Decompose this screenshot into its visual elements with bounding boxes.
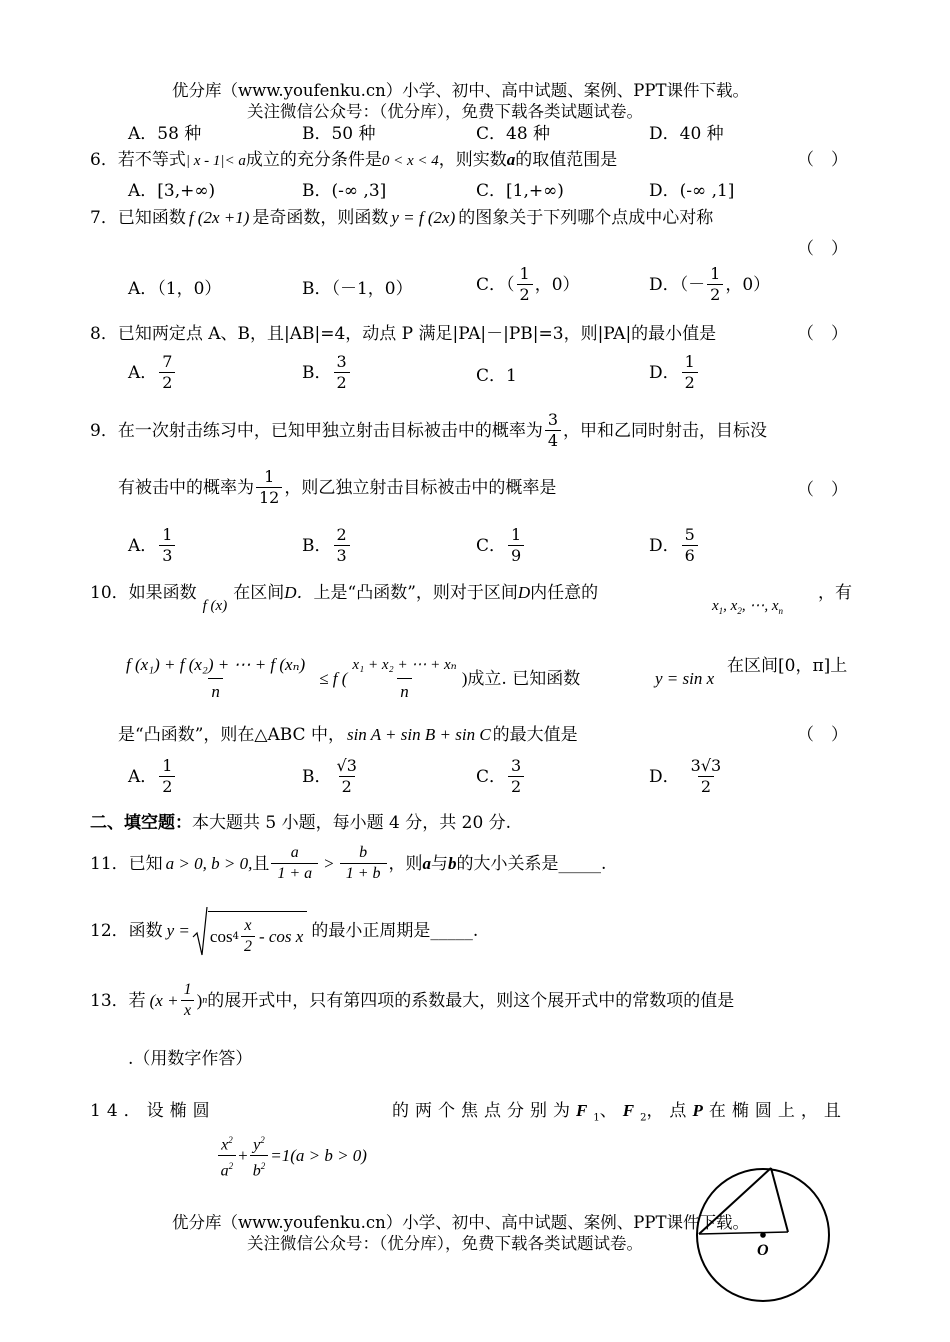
- q10-sums: sin A + sin B + sin C: [346, 725, 491, 744]
- chord-2: [771, 1168, 788, 1232]
- q5-option-c: C．48 种: [476, 124, 551, 144]
- q8-d-den: 2: [682, 372, 698, 393]
- q10-rhs-den: n: [397, 678, 412, 705]
- q12-y: y =: [166, 921, 190, 940]
- q10-le: ≤ f (: [319, 668, 348, 688]
- footer-line-1: 优分库（www.youfenku.cn）小学、初中、高中试题、案例、PPT课件下载。: [172, 1213, 749, 1232]
- q14-frac-x: [218, 1130, 237, 1182]
- q14-a: a: [220, 1162, 229, 1180]
- q14-end3: 在椭圆上，且: [708, 1101, 847, 1121]
- q11-with: 与: [431, 853, 449, 874]
- q9-line2b: ，则乙独立射击目标被击中的概率是: [284, 477, 557, 498]
- center-label: O: [757, 1242, 769, 1259]
- q10-c-frac: [508, 756, 524, 797]
- q12-frac-num: x: [244, 917, 252, 934]
- q12-frac-den: 2: [241, 936, 255, 957]
- q9-c-num: 1: [511, 525, 522, 544]
- q7-option-d: [649, 264, 770, 305]
- q9-line1: 9．在一次射击练习中，已知甲独立射击目标被击中的概率为: [90, 420, 543, 441]
- q10-xn-sub: n: [778, 606, 784, 616]
- q11-frac-b: [340, 843, 387, 884]
- q10-option-d: [649, 756, 726, 797]
- q7-f1: f (2x +1): [188, 208, 250, 227]
- q11-and: 且: [252, 853, 270, 874]
- q11-stem: [90, 843, 606, 884]
- q10-l2a: 成立. 已知函数: [467, 668, 581, 689]
- q11-end: 的大小关系是: [456, 853, 559, 874]
- q9-d-label: D．: [649, 535, 680, 556]
- q6-end: ，则实数: [438, 150, 507, 170]
- q10-d-frac: [688, 756, 725, 797]
- q14-frac-y: [250, 1130, 269, 1182]
- q10-b-den: 2: [339, 776, 355, 797]
- q9-a-den: 3: [159, 545, 175, 566]
- q10-lhs-den: n: [208, 678, 223, 705]
- q6-option-d: D．(-∞ ,1]: [649, 181, 735, 201]
- q9-b-den: 3: [334, 545, 350, 566]
- q10-option-a: [128, 756, 177, 797]
- header-line-2: 关注微信公众号：（优分库），免费下载各类试题试卷。: [247, 102, 643, 121]
- q10-a-num: 1: [162, 756, 173, 775]
- q8-b-label: B．: [302, 362, 332, 383]
- q10-c-num: 3: [511, 756, 522, 775]
- q8-option-c: C．1: [476, 366, 517, 386]
- q9-p2-frac: [256, 467, 282, 508]
- q6-stem: [90, 149, 617, 172]
- q12-minus: - cos x: [258, 926, 304, 946]
- q7-c-frac: [517, 264, 533, 305]
- q13-frac: [181, 980, 195, 1021]
- q9-b-frac: [334, 525, 350, 566]
- q13-frac-den: x: [181, 1000, 194, 1021]
- q10-x2: , x: [723, 598, 738, 614]
- q11-frac-a: [271, 843, 318, 884]
- q7-c-num: 1: [519, 264, 530, 283]
- q9-b-num: 2: [336, 525, 347, 544]
- q10-l1d: 内任意的: [530, 583, 599, 603]
- q9-line1b: ，甲和乙同时射击，目标没: [563, 420, 768, 441]
- q8-a-frac: [159, 352, 175, 393]
- q10-line3: [118, 724, 578, 746]
- q13-end: 的展开式中，只有第四项的系数最大，则这个展开式中的常数项的值是: [207, 990, 735, 1011]
- q10-paren: （ ）: [797, 725, 848, 745]
- q6-range: 0 < x < 4: [381, 153, 439, 169]
- q8-d-label: D．: [649, 362, 680, 383]
- q6-paren: （ ）: [797, 150, 848, 170]
- q10-a-label: A．: [128, 766, 158, 787]
- q14-ellipse-eq: $\frac{x^2}{a^2}$ + $\frac{y^2}{b^2}$ =1(a > b > 0): [216, 1130, 367, 1182]
- q10-lhs-frac: [120, 652, 311, 705]
- q8-d-frac: [682, 352, 698, 393]
- q10-l3b: 的最大值是: [492, 725, 578, 745]
- q10-c-den: 2: [508, 776, 524, 797]
- q7-d-num: 1: [710, 264, 721, 283]
- q7-d-post: ，0）: [725, 274, 771, 295]
- q9-a-frac: [159, 525, 175, 566]
- q6-mid: 成立的充分条件是: [245, 150, 382, 170]
- q10-c-label: C．: [476, 766, 507, 787]
- q10-a-den: 2: [159, 776, 175, 797]
- q8-b-num: 3: [336, 352, 347, 371]
- q7-c-post: ，0）: [534, 274, 580, 295]
- q7-c-den: 2: [517, 284, 533, 305]
- q9-c-den: 9: [508, 545, 524, 566]
- q6-option-c: C．[1,+∞): [476, 181, 564, 201]
- q6-option-a: A．[3,+∞): [128, 181, 216, 201]
- q6-end2: 的取值范围是: [515, 150, 618, 170]
- q14-x-sup: 2: [228, 1135, 233, 1145]
- q10-inequality: [118, 652, 580, 705]
- q14-y-sup: 2: [260, 1135, 265, 1145]
- q9-option-a: [128, 525, 177, 566]
- q14-f1-sub: 1: [593, 1112, 600, 1124]
- q10-d-den: 2: [698, 776, 714, 797]
- q10-b-num: √3: [336, 756, 357, 775]
- q10-lhs-num: f (x₁) + f (x₂) + ⋯ + f (xₙ): [126, 655, 306, 674]
- q14-p: P: [692, 1101, 709, 1120]
- sqrt-icon: [192, 905, 208, 957]
- q14-a-sup: 2: [228, 1161, 234, 1172]
- q10-l1c: 上是“凸函数”，则对于区间: [313, 583, 518, 603]
- q7-c-pre: C．（: [476, 274, 515, 295]
- q9-option-c: [476, 525, 526, 566]
- q7-d-den: 2: [707, 284, 723, 305]
- q13-line2: .（用数字作答）: [128, 1049, 253, 1069]
- q9-d-den: 6: [682, 545, 698, 566]
- q9-p1-den: 4: [545, 430, 561, 451]
- q8-a-num: 7: [162, 352, 173, 371]
- q9-paren: （ ）: [797, 480, 848, 500]
- q10-option-b: [302, 756, 362, 797]
- q9-option-b: [302, 525, 352, 566]
- q9-a-label: A．: [128, 535, 158, 556]
- q9-a-num: 1: [162, 525, 173, 544]
- q7-option-b: B．（－1，0）: [302, 279, 413, 299]
- q10-d2: D: [517, 583, 531, 602]
- q8-paren: （ ）: [797, 324, 848, 344]
- q9-c-frac: [508, 525, 524, 566]
- q6-cond: | x - 1|< a: [185, 153, 246, 169]
- section2-title: 二、填空题：: [90, 813, 192, 833]
- q10-option-c: [476, 756, 526, 797]
- q10-ysin: y = sin x: [655, 669, 715, 688]
- q10-line1: [90, 582, 599, 614]
- q11-frac-b-num: b: [359, 844, 368, 861]
- q10-l2b: 在区间[0，π]上: [727, 656, 848, 676]
- q14-y: y: [253, 1136, 261, 1154]
- q7-num: 7．已知函数: [90, 208, 186, 228]
- q14-eq: =1(a > b > 0): [270, 1145, 367, 1165]
- q5-option-d: D．40 种: [649, 124, 724, 144]
- q10-b-label: B．: [302, 766, 332, 787]
- q10-rhs-num: x₁ + x₂ + ⋯ + xₙ: [352, 657, 457, 673]
- q10-d-label: D．: [649, 766, 680, 787]
- q10-xs: [712, 596, 783, 616]
- q8-b-frac: [334, 352, 350, 393]
- q14-x: x: [221, 1136, 229, 1154]
- q7-mid: 是奇函数，则函数: [252, 208, 389, 228]
- q10-d: D．: [284, 583, 314, 602]
- q6-var: a: [506, 150, 516, 169]
- q8-option-d: [649, 352, 700, 393]
- q7-option-c: [476, 264, 580, 305]
- q9-line2: 有被击中的概率为: [118, 477, 254, 498]
- q7-option-a: A．（1，0）: [128, 279, 222, 299]
- circle-diagram: [690, 1140, 835, 1330]
- q14-end: 的两个焦点分别为: [392, 1101, 576, 1121]
- q10-x1-sub: 1: [718, 606, 724, 616]
- q13-pre: 13．若: [90, 990, 146, 1011]
- q7-d-frac: [707, 264, 723, 305]
- q14-pre: 14．设椭圆: [90, 1101, 216, 1121]
- q10-l1b: 在区间: [233, 583, 285, 603]
- q9-option-d: [649, 525, 700, 566]
- q8-b-den: 2: [334, 372, 350, 393]
- q13-n: n: [202, 995, 208, 1006]
- q12-stem: [90, 905, 478, 957]
- q5-option-b: B．50 种: [302, 124, 376, 144]
- q7-f2: y = f (2x): [391, 208, 456, 227]
- q10-xn: , ⋯, x: [741, 598, 779, 614]
- q9-p1-num: 3: [547, 410, 559, 429]
- q13-expr-r: ): [196, 990, 203, 1010]
- q6-option-b: B．(-∞ ,3]: [302, 181, 387, 201]
- q8-a-label: A．: [128, 362, 158, 383]
- q11-var-b: b: [448, 853, 457, 873]
- section2-heading: [90, 812, 511, 834]
- q10-d-num: 3√3: [690, 756, 722, 775]
- q7-d-pre: D．（－: [649, 274, 706, 295]
- q9-d-num: 5: [684, 525, 695, 544]
- q14-end2: ，点: [646, 1101, 693, 1121]
- q14-f2: F: [622, 1101, 641, 1120]
- q14-b: b: [252, 1162, 261, 1180]
- q8-d-num: 1: [684, 352, 695, 371]
- q12-end: 的最小正周期是: [311, 921, 431, 941]
- q11-pre: 11．已知: [90, 853, 163, 874]
- q9-d-frac: [682, 525, 698, 566]
- q11-blank: _____.: [558, 853, 607, 874]
- q10-x1: x: [712, 598, 719, 614]
- q14-b-sup: 2: [260, 1161, 266, 1172]
- q10-b-frac: [334, 756, 360, 797]
- q12-blank: _____.: [430, 921, 479, 941]
- q10-rhs-frac: [349, 652, 459, 705]
- q11-post: ，则: [388, 853, 423, 874]
- q9-p2-num: 1: [264, 467, 275, 486]
- q9-p1-frac: [545, 410, 561, 451]
- q12-frac: [241, 916, 255, 957]
- q10-x2-sub: 2: [737, 606, 742, 616]
- q11-cond: a > 0, b > 0,: [165, 853, 253, 873]
- q12-cos-sup: 4: [232, 930, 239, 942]
- q11-var-a: a: [422, 853, 432, 873]
- q9-p2-den: 12: [256, 487, 282, 508]
- q10-close: ): [461, 668, 468, 688]
- q12-radicand: [208, 911, 307, 957]
- q14-sep: 、: [599, 1101, 623, 1121]
- q14-f1: F: [576, 1101, 594, 1120]
- q11-frac-b-den: 1 + b: [340, 863, 387, 884]
- q7-end: 的图象关于下列哪个点成中心对称: [458, 208, 714, 228]
- q10-l1e: ，有: [818, 583, 852, 603]
- q11-gt: >: [324, 853, 334, 873]
- q8-a-den: 2: [159, 372, 175, 393]
- q13-stem: [90, 980, 734, 1021]
- q10-a-frac: [159, 756, 175, 797]
- q12-pre: 12．函数: [90, 921, 163, 941]
- q13-expr-l: (x +: [149, 990, 179, 1010]
- q10-l3a: 是“凸函数”，则在△ABC 中，: [118, 725, 345, 745]
- q8-option-a: [128, 352, 177, 393]
- section2-desc: 本大题共 5 小题，每小题 4 分，共 20 分.: [192, 813, 512, 833]
- q9-b-label: B．: [302, 535, 332, 556]
- q12-cos: cos: [209, 926, 233, 946]
- q8-option-b: [302, 352, 352, 393]
- q7-stem: [90, 207, 713, 229]
- q11-frac-a-den: 1 + a: [271, 863, 318, 884]
- header-line-1: 优分库（www.youfenku.cn）小学、初中、高中试题、案例、PPT课件下载。: [172, 81, 749, 100]
- q14-f2-sub: 2: [640, 1112, 647, 1124]
- q11-frac-a-num: a: [290, 844, 299, 861]
- q9-stem-line2: [118, 467, 556, 508]
- q9-c-label: C．: [476, 535, 507, 556]
- q6-num: 6．若不等式: [90, 150, 186, 170]
- q5-option-a: A．58 种: [128, 124, 202, 144]
- q10-fx: f (x): [202, 598, 228, 614]
- q7-paren: （ ）: [797, 239, 848, 259]
- center-point: [760, 1232, 766, 1238]
- footer-line-2: 关注微信公众号：（优分库），免费下载各类试题试卷。: [247, 1234, 643, 1253]
- q10-l1a: 10．如果函数: [90, 583, 197, 603]
- q14-stem: [90, 1100, 367, 1182]
- q9-stem-line1: [90, 410, 767, 451]
- q13-frac-num: 1: [183, 981, 192, 998]
- q14-stem-rest: [392, 1100, 847, 1129]
- q8-stem: 8．已知两定点 A、B，且|AB|=4，动点 P 满足|PA|－|PB|=3，则|PA|的最小值是: [90, 324, 717, 344]
